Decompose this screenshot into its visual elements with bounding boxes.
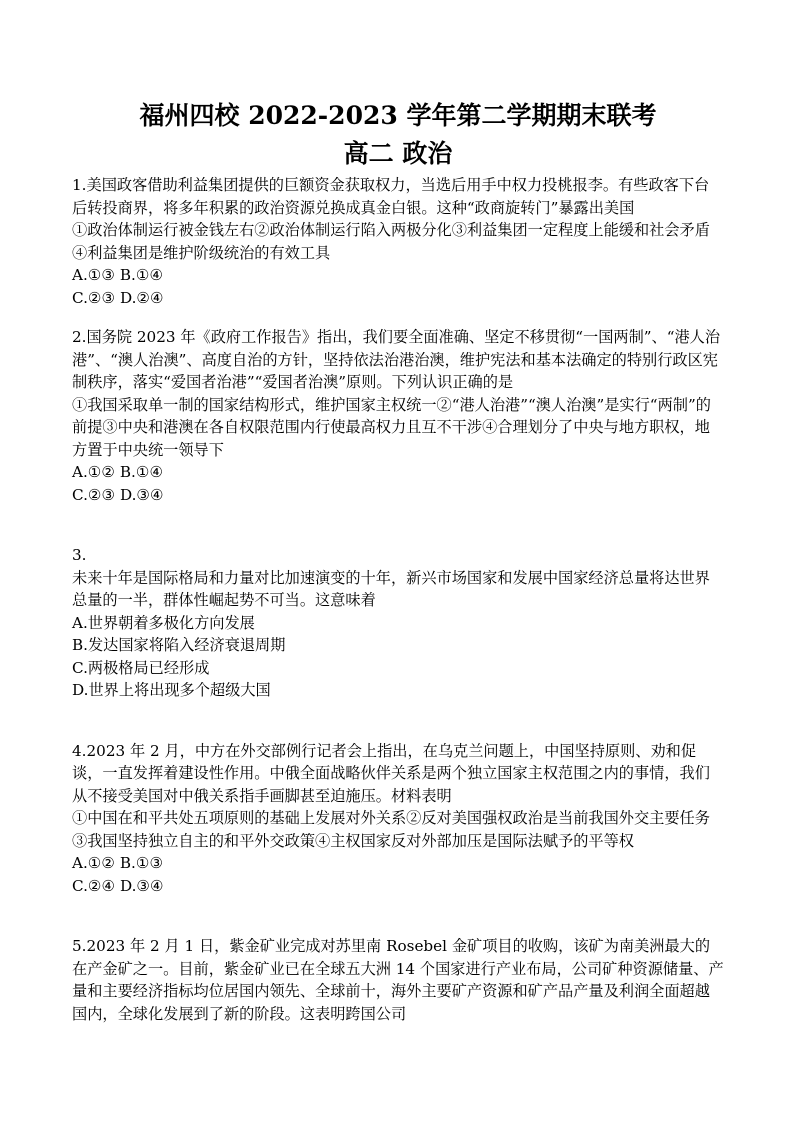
exam-title: 福州四校 2022-2023 学年第二学期期末联考 xyxy=(139,101,657,130)
question-4-stem-text: 2023 年 2 月，中方在外交部例行记者会上指出，在乌克兰问题上，中国坚持原则、劝和促谈，一直发挥着建设性作用。中俄全面战略伙伴关系是两个独立国家主权范围之内的事情，我们从不接受美国对中俄关系指手画脚甚至迫施压。材料表明 xyxy=(72,741,710,805)
question-1-stem-text: 美国政客借助利益集团提供的巨额资金获取权力，当选后用手中权力投桃报李。有些政客下台后转投商界，将多年积累的政治资源兑换成真金白银。这种“政商旋转门”暴露出美国 xyxy=(72,176,710,217)
question-3-stem-text: 未来十年是国际格局和力量对比加速演变的十年，新兴市场国家和发展中国家经济总量将达世界总量的一半，群体性崛起势不可当。这意味着 xyxy=(72,568,710,609)
question-2-stem-text: 国务院 2023 年《政府工作报告》指出，我们要全面准确、坚定不移贯彻“一国两制”、“港人治港”、“澳人治澳”、高度自治的方针，坚持依法治港治澳，维护宪法和基本法确定的特别行政区宪制秩序，落实“爱国者治港”“爱国者治澳”原则。下列认识正确的是 xyxy=(72,328,721,391)
question-2-option-row: C.②③ D.③④ xyxy=(72,485,164,504)
question-3-option-c: C.两极格局已经形成 xyxy=(72,658,210,677)
question-5-stem xyxy=(72,935,724,1025)
question-5-number: 5. xyxy=(72,937,87,955)
question-1 xyxy=(72,174,724,309)
question-1-option-row: A.①③ B.①④ xyxy=(72,266,164,284)
question-4-number: 4. xyxy=(72,741,87,760)
question-2-items: ①我国采取单一制的国家结构形式，维护国家主权统一②“港人治港”“澳人治澳”是实行“两制”的前提③中央和港澳在各自权限范围内行使最高权力且互不干涉④合理划分了中央与地方职权，地方置于中央统一领导下 xyxy=(72,395,711,459)
spacer xyxy=(72,309,724,326)
question-1-items: ①政治体制运行被金钱左右②政治体制运行陷入两极分化③利益集团一定程度上能缓和社会矛盾④利益集团是维护阶级统治的有效工具 xyxy=(72,221,710,262)
question-2 xyxy=(72,326,724,506)
question-3 xyxy=(72,544,724,702)
question-2-number: 2. xyxy=(72,328,87,346)
spacer xyxy=(72,506,724,544)
question-4-items: ①中国在和平共处五项原则的基础上发展对外关系②反对美国强权政治是当前我国外交主要任务③我国坚持独立自主的和平外交政策④主权国家反对外部加压是国际法赋予的平等权 xyxy=(72,809,710,850)
question-2-stem xyxy=(72,326,724,394)
question-4-stem xyxy=(72,740,724,808)
spacer xyxy=(72,702,724,740)
question-3-option-d: D.世界上将出现多个超级大国 xyxy=(72,681,271,699)
question-3-option-b: B.发达国家将陷入经济衰退周期 xyxy=(72,636,286,654)
question-2-option-row: A.①② B.①④ xyxy=(72,463,164,481)
exam-page xyxy=(72,98,724,1025)
question-5-stem-text: 2023 年 2 月 1 日，紫金矿业完成对苏里南 Rosebel 金矿项目的收购，该矿为南美洲最大的在产金矿之一。目前，紫金矿业已在全球五大洲 14 个国家进行产业布局，公司矿种资源储量、产量和主要经济指标均位居国内领先、全球前十，海外主要矿产资源和矿产品产量及利润全面超越国内，全球化发展到了新的阶段。这表明跨国公司 xyxy=(72,937,724,1023)
question-1-stem xyxy=(72,174,724,219)
question-4 xyxy=(72,740,724,898)
question-3-option-a: A.世界朝着多极化方向发展 xyxy=(72,613,255,632)
question-4-option-row: A.①② B.①③ xyxy=(72,854,164,872)
question-1-number: 1. xyxy=(72,176,87,194)
question-5 xyxy=(72,935,724,1025)
question-3-number: 3. xyxy=(72,546,87,564)
question-1-option-row: C.②③ D.②④ xyxy=(72,288,164,307)
exam-subtitle: 高二 政治 xyxy=(343,139,453,168)
question-4-option-row: C.②④ D.③④ xyxy=(72,876,164,895)
spacer xyxy=(72,897,724,935)
